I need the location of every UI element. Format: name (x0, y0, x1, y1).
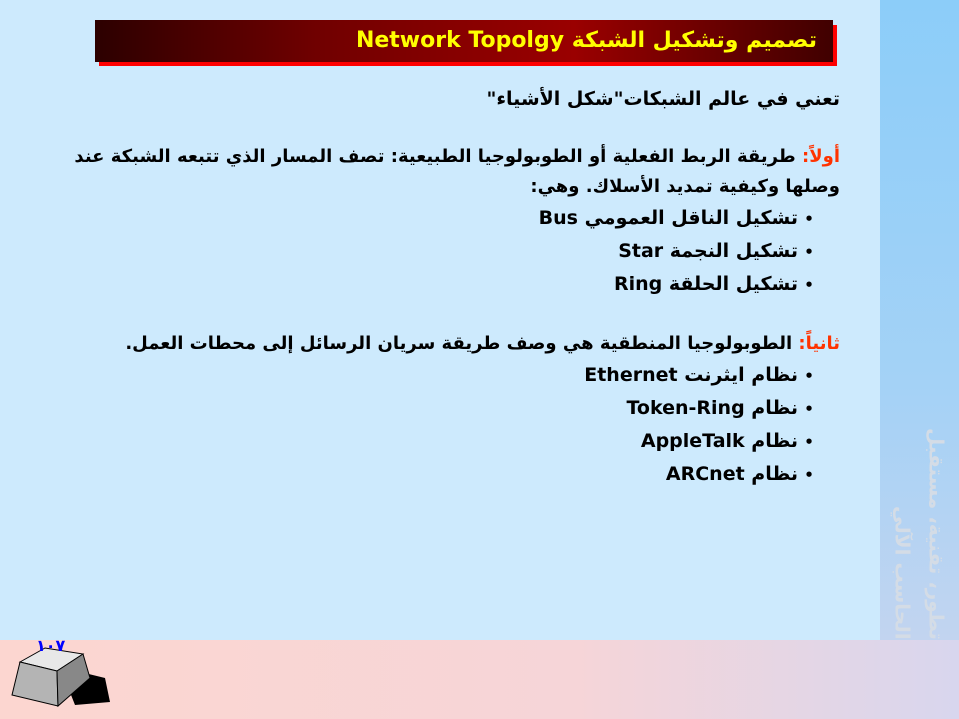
list-item: •تشكيل النجمة Star (618, 240, 814, 262)
second-label: ثانياً: (798, 333, 840, 354)
intro-text: تعني في عالم الشبكات"شكل الأشياء" (486, 88, 840, 110)
slide-body (40, 84, 840, 491)
first-label: أولاً: (802, 146, 840, 167)
list-item: •تشكيل الحلقة Ring (613, 273, 814, 295)
sidebar-line1: تطور، تقنية، مستقبل (924, 428, 949, 640)
second-paragraph (40, 329, 840, 359)
first-paragraph (40, 142, 840, 202)
second-text: الطوبولوجيا المنطقية هي وصف طريقة سريان الرسائل إلى محطات العمل. (125, 333, 793, 354)
page-number: ١٠٧ (36, 636, 66, 655)
first-text: طريقة الربط الفعلية أو الطوبولوجيا الطبيعية: تصف المسار الذي تتبعه الشبكة عند وصلها وكيفية تمديد الأسلاك. وهي: (74, 146, 840, 197)
slide-title: تصميم وتشكيل الشبكة Network Topolgy (95, 20, 833, 62)
list-item: •نظام ARCnet (665, 463, 814, 485)
list-item: •نظام ايثرنت Ethernet (584, 364, 814, 386)
sidebar (875, 0, 959, 640)
sidebar-line2: الحاسب الآلي (890, 506, 915, 640)
list-item: •تشكيل الناقل العمومي Bus (538, 207, 814, 229)
list-item: •نظام AppleTalk (640, 430, 814, 452)
second-list (40, 359, 820, 491)
footer-band (0, 640, 959, 719)
list-item: •نظام Token-Ring (626, 397, 814, 419)
first-list (40, 202, 820, 301)
